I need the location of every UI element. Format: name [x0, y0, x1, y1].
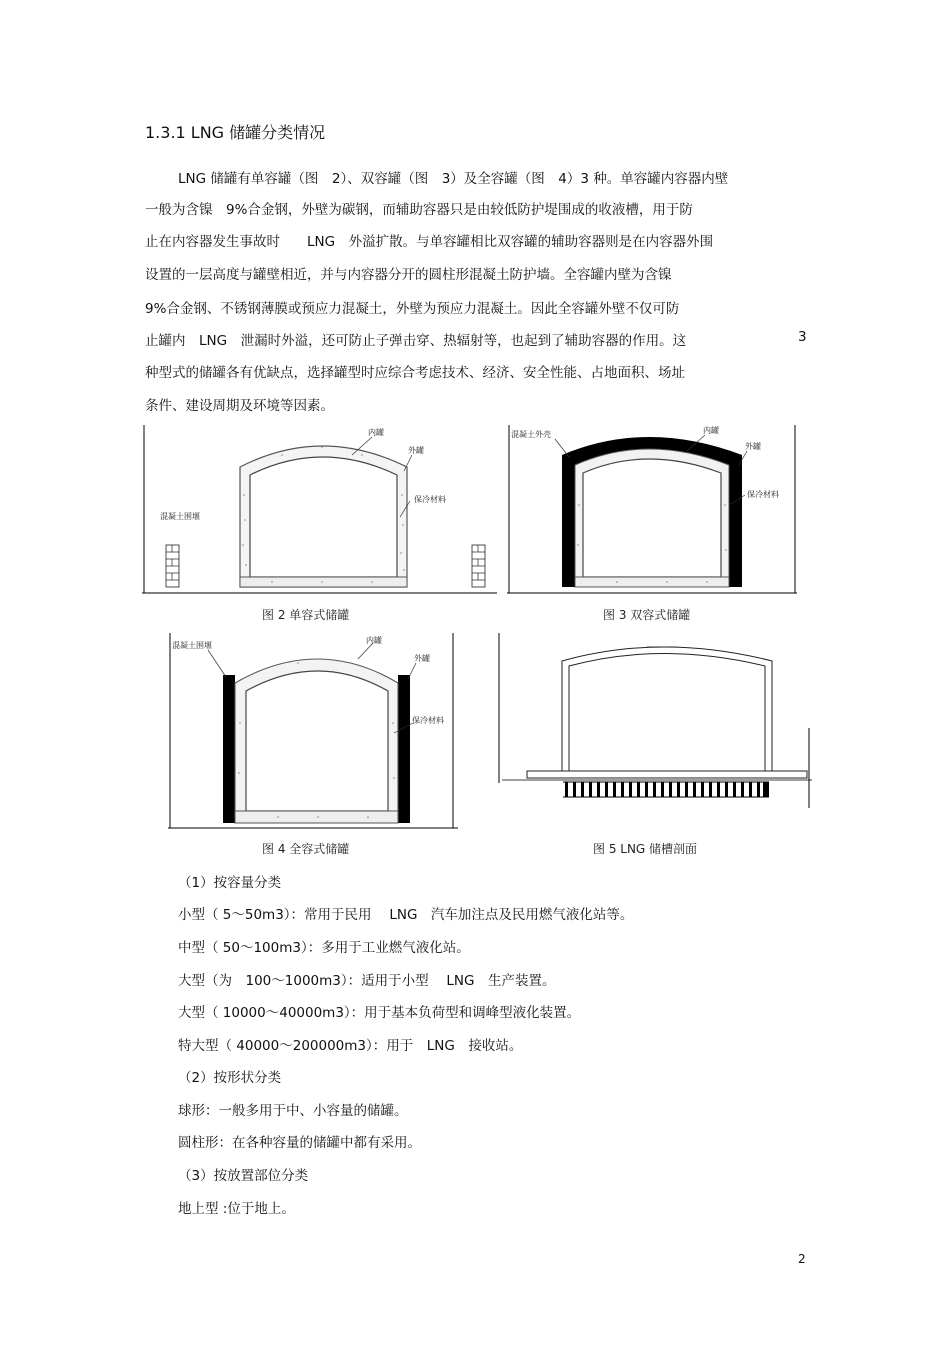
figure-caption: 图 5 LNG 储槽剖面	[593, 842, 698, 856]
label-insulation: 保冷材料	[747, 490, 779, 499]
list-item: （3）按放置部位分类	[178, 1168, 309, 1184]
section-heading: 1.3.1 LNG 储罐分类情况	[145, 123, 326, 142]
single-containment-diagram	[142, 425, 497, 600]
double-containment-diagram	[507, 425, 797, 600]
paragraph-line: 止罐内 LNG 泄漏时外溢，还可防止子弹击穿、热辐射等，也起到了辅助容器的作用。这	[145, 333, 687, 349]
figure-caption: 图 2 单容式储罐	[262, 608, 350, 622]
label-outer-tank: 外罐	[414, 654, 430, 663]
label-outer-tank: 外罐	[745, 442, 761, 451]
figure-tank-cross-section	[497, 633, 812, 813]
list-item: （2）按形状分类	[178, 1070, 282, 1086]
figure-caption: 图 4 全容式储罐	[262, 842, 350, 856]
paragraph-line: 条件、建设周期及环境等因素。	[145, 398, 334, 414]
figure-single-containment	[142, 425, 497, 600]
paragraph-line: 种型式的储罐各有优缺点，选择罐型时应综合考虑技术、经济、安全性能、占地面积、场址	[145, 365, 685, 381]
label-outer-tank: 外罐	[408, 446, 424, 455]
page-number: 2	[798, 1252, 806, 1266]
list-item: 中型（ 50～100m3）：多用于工业燃气液化站。	[178, 940, 470, 956]
label-concrete-shell: 混凝土外壳	[511, 430, 551, 439]
label-inner-tank: 内罐	[368, 428, 384, 437]
figure-caption: 图 3 双容式储罐	[603, 608, 691, 622]
list-item: 圆柱形：在各种容量的储罐中都有采用。	[178, 1135, 421, 1151]
paragraph-line: 止在内容器发生事故时 LNG 外溢扩散。与单容罐相比双容罐的辅助容器则是在内容器外围	[145, 234, 714, 250]
label-inner-tank: 内罐	[703, 426, 719, 435]
label-concrete-dike: 混凝土围堰	[160, 512, 200, 521]
list-item: 大型（ 10000～40000m3）：用于基本负荷型和调峰型液化装置。	[178, 1005, 581, 1021]
paragraph-line: 设置的一层高度与罐壁相近，并与内容器分开的圆柱形混凝土防护墙。全容罐内壁为含镍	[145, 267, 672, 283]
list-item: 大型（为 100～1000m3）：适用于小型 LNG 生产装置。	[178, 973, 556, 989]
label-concrete-dike: 混凝土围堰	[172, 641, 212, 650]
paragraph-line: LNG 储罐有单容罐（图 2）、双容罐（图 3）及全容罐（图 4）3 种。单容罐内容器内壁	[178, 171, 729, 187]
tank-cross-section-diagram	[497, 633, 812, 813]
list-item: 球形：一般多用于中、小容量的储罐。	[178, 1103, 408, 1119]
list-item: （1）按容量分类	[178, 875, 282, 891]
figure-full-containment	[168, 633, 458, 833]
label-insulation: 保冷材料	[412, 716, 444, 725]
paragraph-line: 一般为含镍 9%合金钢，外壁为碳钢，而辅助容器只是由较低防护堤围成的收液槽，用于防	[145, 202, 693, 218]
list-item: 地上型 :位于地上。	[178, 1201, 295, 1217]
list-item: 小型（ 5～50m3）：常用于民用 LNG 汽车加注点及民用燃气液化站等。	[178, 907, 634, 923]
full-containment-diagram	[168, 633, 458, 833]
paragraph-line: 9%合金钢、不锈钢薄膜或预应力混凝土，外壁为预应力混凝土。因此全容罐外壁不仅可防	[145, 301, 680, 317]
figure-double-containment	[507, 425, 797, 600]
label-insulation: 保冷材料	[414, 495, 446, 504]
paragraph-side-number: 3	[798, 329, 807, 345]
label-inner-tank: 内罐	[366, 636, 382, 645]
list-item: 特大型（ 40000～200000m3）：用于 LNG 接收站。	[178, 1038, 523, 1054]
